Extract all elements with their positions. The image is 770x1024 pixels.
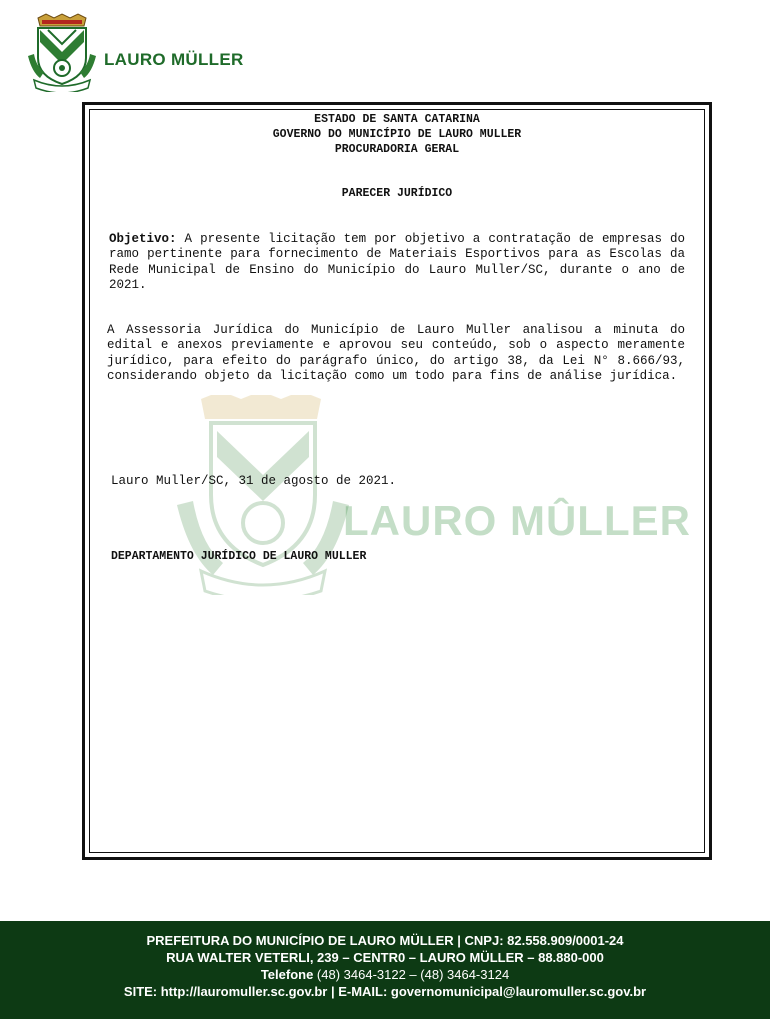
footer-line-site-email: SITE: http://lauromuller.sc.gov.br | E-MAIL: governomunicipal@lauromuller.sc.gov.br [123, 984, 647, 999]
heading-line-attorney: PROCURADORIA GERAL [334, 143, 460, 156]
footer-phone-label: Telefone [260, 967, 314, 982]
document-frame [82, 102, 712, 860]
footer [0, 921, 770, 1019]
objective-paragraph [109, 232, 685, 293]
footer-bottom-strip [0, 1019, 770, 1024]
footer-line-phone [0, 966, 770, 983]
document-title: PARECER JURÍDICO [341, 187, 453, 200]
heading-line-government: GOVERNO DO MUNICÍPIO DE LAURO MULLER [272, 128, 522, 141]
brand-name: LAURO MÜLLER [104, 50, 244, 69]
footer-line-address: RUA WALTER VETERLI, 239 – CENTR0 – LAURO MÜLLER – 88.880-000 [166, 950, 604, 965]
objective-label: Objetivo: [109, 232, 177, 246]
watermark-text: LAURO MÛLLER [343, 497, 691, 544]
heading-line-state: ESTADO DE SANTA CATARINA [314, 113, 480, 126]
footer-line-prefeitura: PREFEITURA DO MUNICÍPIO DE LAURO MÜLLER | CNPJ: 82.558.909/0001-24 [146, 933, 624, 948]
analysis-paragraph: A Assessoria Jurídica do Município de Lauro Muller analisou a minuta do edital e anexos previamente e aprovou seu conteúdo, sob o aspecto meramente jurídico, para efeito do parágrafo único, do artigo 38, da Lei N° 8.666/93, considerando objeto da licitação como um todo para fins de análise jurídica. [107, 323, 685, 383]
watermark-coat-of-arms [131, 395, 711, 595]
objective-text: A presente licitação tem por objetivo a contratação de empresas do ramo pertinente para fornecimento de Materiais Esportivos para as Escolas da Rede Municipal de Ensino do Município do Lauro Muller/SC, durante o ano de 2021. [109, 232, 685, 292]
coat-of-arms-logo [22, 12, 102, 92]
place-date: Lauro Muller/SC, 31 de agosto de 2021. [111, 474, 397, 488]
footer-phone-value: (48) 3464-3122 – (48) 3464-3124 [313, 967, 510, 982]
document-heading [85, 112, 709, 157]
signature-department: DEPARTAMENTO JURÍDICO DE LAURO MULLER [111, 550, 367, 563]
